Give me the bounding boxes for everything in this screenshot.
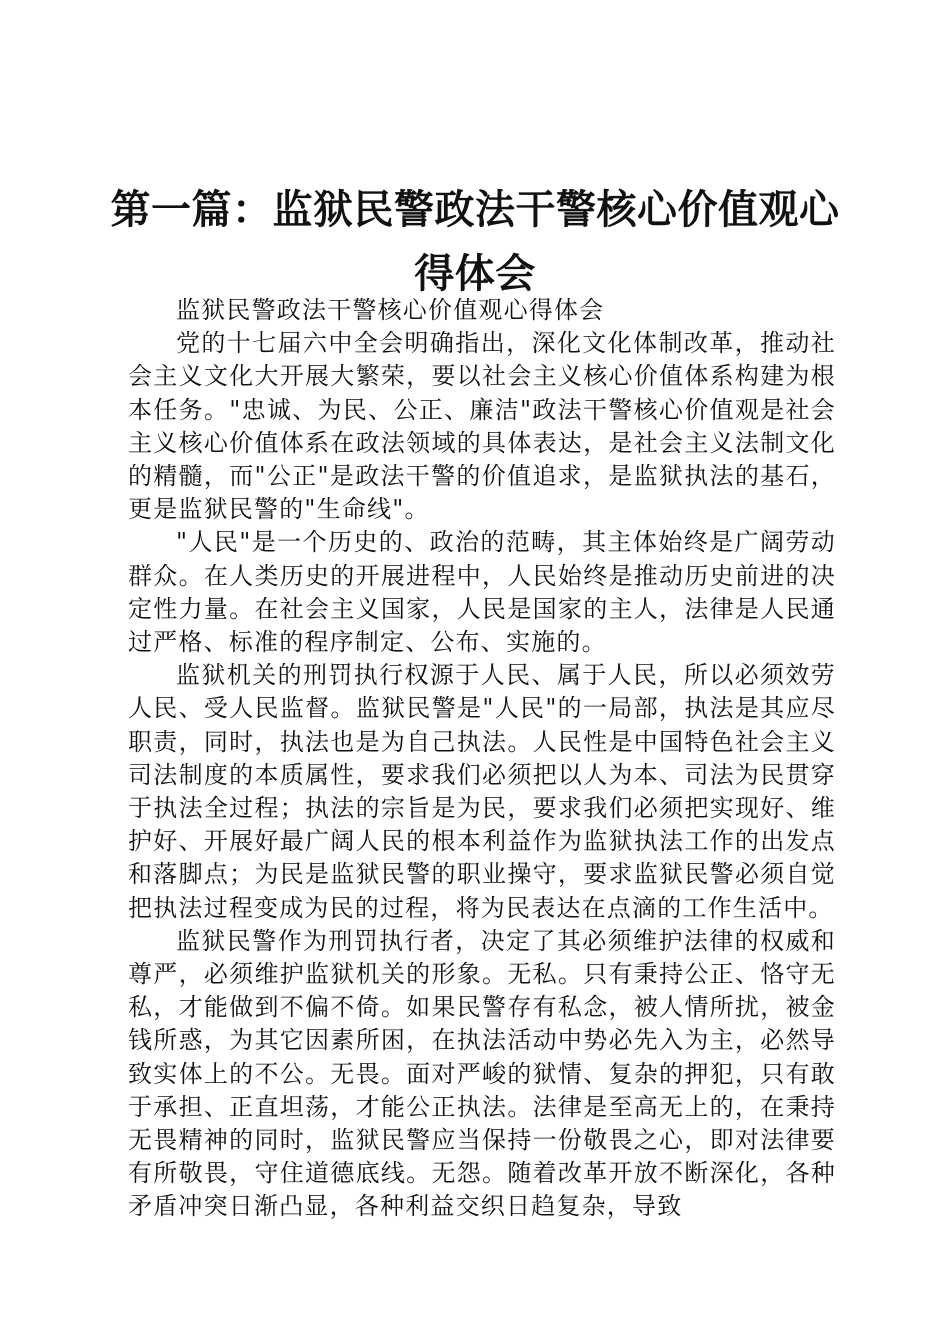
document-title: 第一篇：监狱民警政法干警核心价值观心得体会 [110,186,840,297]
paragraph: 党的十七届六中全会明确指出，深化文化体制改革，推动社会主义文化大开展大繁荣，要以社会主义核心价值体系构建为根本任务。"忠诚、为民、公正、廉洁"政法干警核心价值观是社会主义核心价值体系在政法领域的具体表达，是社会主义法制文化的精髓，而"公正"是政法干警的价值追求，是监狱执法的基石，更是监狱民警的"生命线"。 [128,329,836,524]
document-body [128,294,836,1224]
paragraph: "人民"是一个历史的、政治的范畴，其主体始终是广阔劳动群众。在人类历史的开展进程中，人民始终是推动历史前进的决定性力量。在社会主义国家，人民是国家的主人，法律是人民通过严格、标准的程序制定、公布、实施的。 [128,528,836,657]
paragraph-subtitle: 监狱民警政法干警核心价值观心得体会 [176,296,605,324]
paragraph: 监狱民警作为刑罚执行者，决定了其必须维护法律的权威和尊严，必须维护监狱机关的形象。无私。只有秉持公正、恪守无私，才能做到不偏不倚。如果民警存有私念，被人情所扰，被金钱所惑，为其它因素所困，在执法活动中势必先入为主，必然导致实体上的不公。无畏。面对严峻的狱情、复杂的押犯，只有敢于承担、正直坦荡，才能公正执法。法律是至高无上的，在秉持无畏精神的同时，监狱民警应当保持一份敬畏之心，即对法律要有所敬畏，守住道德底线。无怨。随着改革开放不断深化，各种矛盾冲突日渐凸显，各种利益交织日趋复杂，导致 [128,926,836,1221]
paragraph: 监狱机关的刑罚执行权源于人民、属于人民，所以必须效劳人民、受人民监督。监狱民警是"人民"的一局部，执法是其应尽职责，同时，执法也是为自己执法。人民性是中国特色社会主义司法制度的本质属性，要求我们必须把以人为本、司法为民贯穿于执法全过程；执法的宗旨是为民，要求我们必须把实现好、维护好、开展好最广阔人民的根本利益作为监狱执法工作的出发点和落脚点；为民是监狱民警的职业操守，要求监狱民警必须自觉把执法过程变成为民的过程，将为民表达在点滴的工作生活中。 [128,661,836,922]
